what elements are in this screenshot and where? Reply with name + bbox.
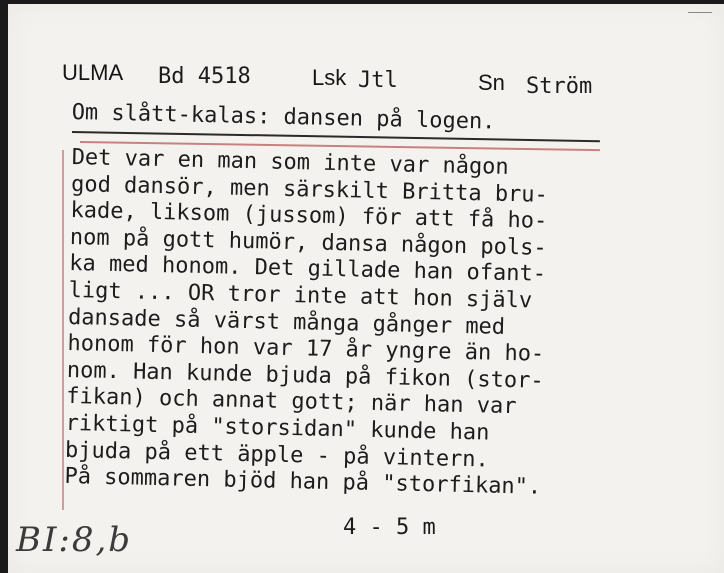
parish-value: Ström (526, 74, 593, 99)
district-label: Lsk (312, 65, 347, 90)
body-line: ka med honom. Det gillade han ofant- (69, 251, 547, 288)
body-line: god dansör, men särskilt Britta bru- (70, 171, 549, 208)
body-line: ligt ... OR tror inte att hon själv (68, 277, 533, 314)
place-label: ULMA (62, 60, 124, 85)
record-number: Bd 4518 (158, 64, 251, 89)
height-note: 4 - 5 m (343, 515, 436, 540)
body-line: nom. Han kunde bjuda på fikon (stor- (66, 357, 544, 394)
body-line: fikan) och annat gott; när han var (66, 384, 517, 420)
card-body (64, 145, 672, 504)
body-line: nom på gott humör, dansa någon pols- (69, 224, 547, 261)
body-line: Det var en man som inte var någon (71, 145, 509, 180)
district-value: Jtl (358, 68, 398, 93)
body-line: bjuda på ett äpple - på vintern. (64, 437, 490, 473)
archive-mark: BI:8,b (16, 520, 133, 560)
body-line: honom för hon var 17 år yngre än ho- (67, 331, 545, 367)
body-line: riktigt på "storsidan" kunde han (65, 410, 490, 446)
card-title: Om slått-kalas: dansen på logen. (71, 100, 496, 135)
card-corner-mark (688, 12, 712, 13)
parish-label: Sn (478, 70, 505, 95)
margin-rule (62, 150, 64, 510)
body-line: På sommaren bjöd han på "storfikan". (64, 464, 542, 500)
body-line: dansade så värst många gånger med (67, 304, 506, 340)
body-line: kade, liksom (jussom) för att få ho- (70, 198, 548, 234)
